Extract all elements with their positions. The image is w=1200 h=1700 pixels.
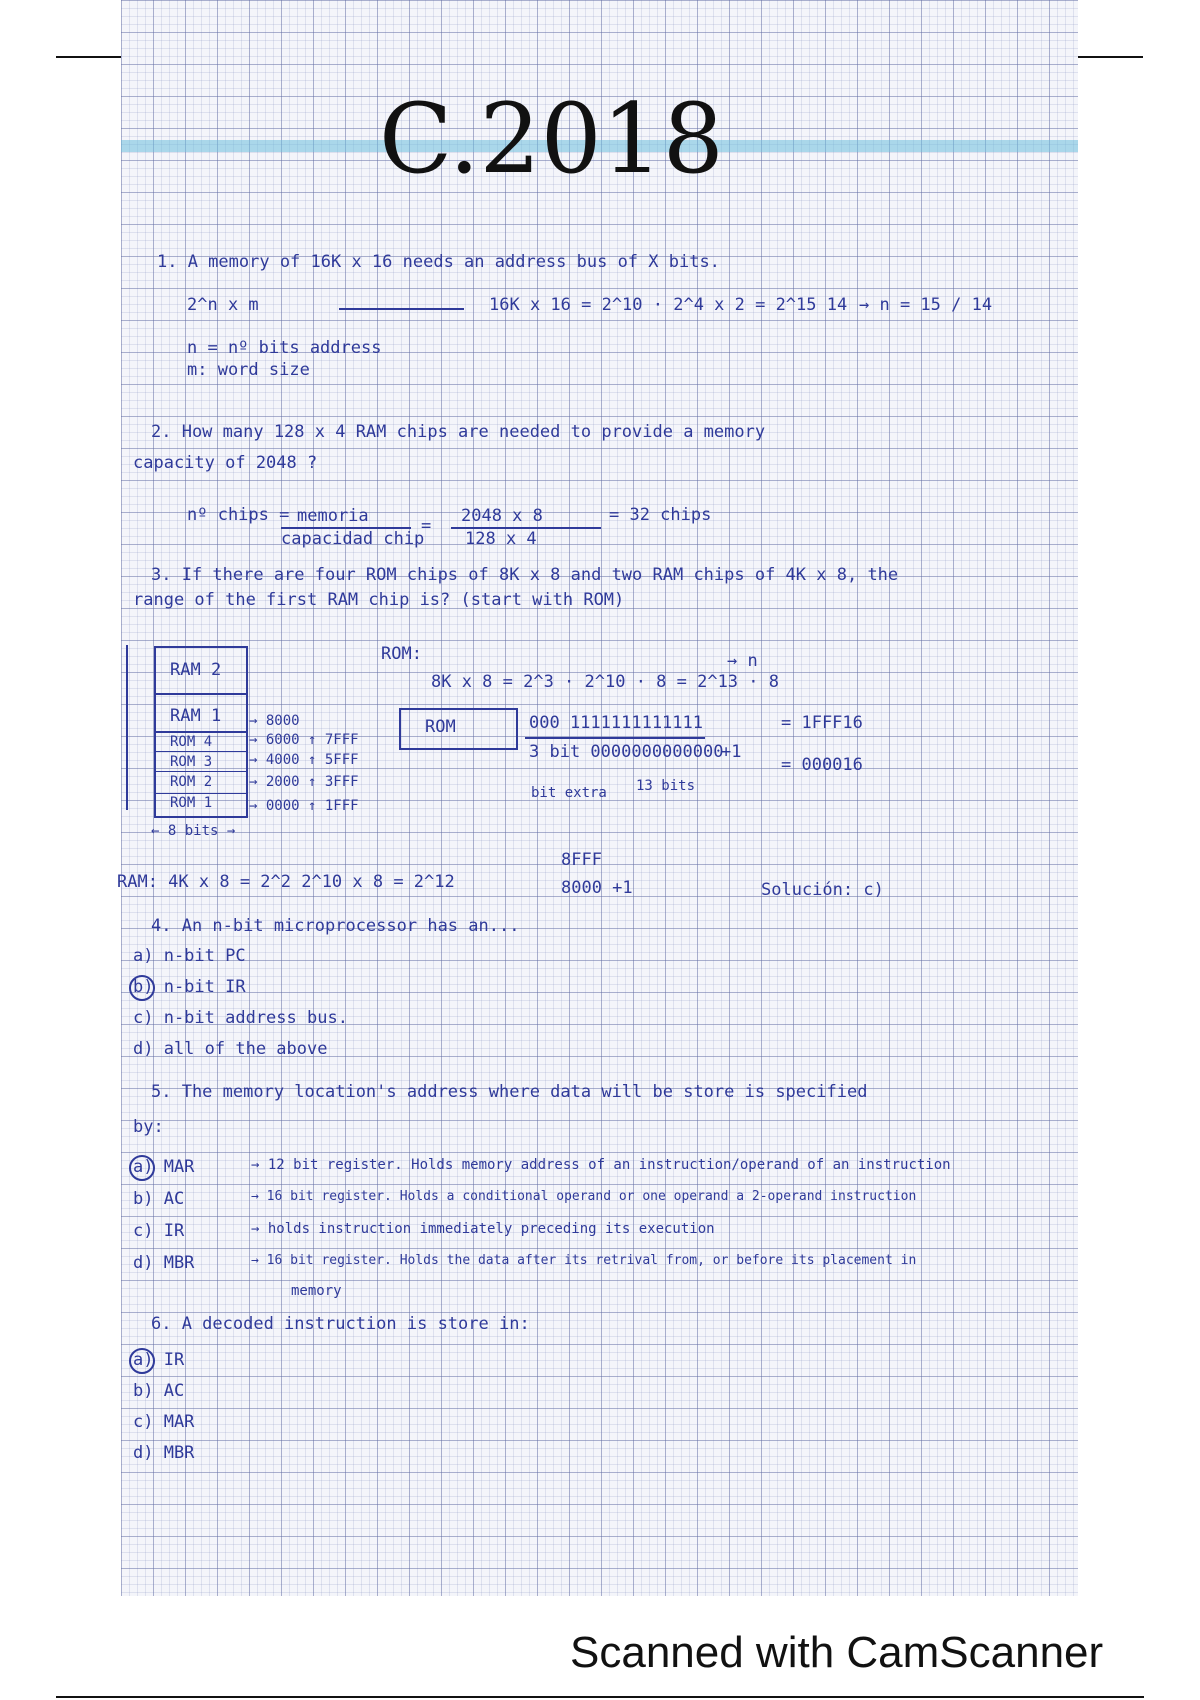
q5-option-a-note: → 12 bit register. Holds memory address of an instruction/operand of an instruction (251, 1157, 951, 1173)
rom-result-high: = 1FFF16 (781, 713, 863, 733)
q1-def-n: n = nº bits address (187, 338, 382, 358)
q1-def-m: m: word size (187, 360, 310, 380)
q1-question: 1. A memory of 16K x 16 needs an address bus of X bits. (157, 252, 720, 272)
ram-brace-low: 8000 +1 (561, 878, 633, 898)
memory-map (154, 646, 248, 818)
q2-question-line1: 2. How many 128 x 4 RAM chips are needed to provide a memory (151, 422, 766, 442)
memory-divider (156, 751, 246, 752)
memory-width-label: ← 8 bits → (151, 823, 236, 839)
q2-frac2-den: 128 x 4 (465, 529, 537, 549)
address-4000: → 4000 ↑ 5FFF (249, 752, 359, 768)
memory-divider (156, 731, 246, 733)
rom-calc: 8K x 8 = 2^3 · 2^10 · 8 = 2^13 · 8 (431, 672, 779, 692)
q1-computation: 16K x 16 = 2^10 · 2^4 x 2 = 2^15 14 (489, 295, 848, 315)
q3-solution: Solución: c) (761, 880, 884, 900)
ram-brace-high: 8FFF (561, 850, 602, 870)
memory-block-ram1: RAM 1 (170, 706, 222, 726)
q5-note-continued: memory (291, 1283, 342, 1299)
q2-label: nº chips = (187, 505, 290, 525)
q6-option-b: b) AC (133, 1381, 185, 1401)
address-6000: → 6000 ↑ 7FFF (249, 732, 359, 748)
memory-divider (156, 693, 246, 695)
q2-frac1-num: memoria (297, 506, 369, 526)
q4-question: 4. An n-bit microprocessor has an... (151, 916, 520, 936)
q4-option-a: a) n-bit PC (133, 946, 246, 966)
rom-13-bits: 13 bits (636, 778, 696, 794)
memory-map-axis (126, 645, 128, 810)
address-8000: → 8000 (249, 713, 300, 729)
rom-bits-low: 3 bit 0000000000000 (529, 742, 724, 762)
address-0000: → 0000 ↑ 1FFF (249, 798, 359, 814)
rom-bits-high: 000 1111111111111 (529, 713, 703, 733)
scan-edge-bottom (56, 1696, 1144, 1698)
q1-answer: → n = 15 / 14 (859, 295, 993, 315)
scanner-watermark: Scanned with CamScanner (570, 1628, 1104, 1677)
q3-question-line2: range of the first RAM chip is? (start with ROM) (133, 590, 625, 610)
memory-divider (156, 793, 246, 794)
notebook-page (117, 0, 1078, 1596)
q6-question: 6. A decoded instruction is store in: (151, 1314, 530, 1334)
q3-question-line1: 3. If there are four ROM chips of 8K x 8 and two RAM chips of 4K x 8, the (151, 565, 899, 585)
rom-bits-divider (525, 737, 705, 739)
q4-option-b: b) n-bit IR (133, 977, 246, 997)
q5-option-d: d) MBR (133, 1253, 195, 1273)
rom-bit-extra: bit extra (531, 785, 607, 801)
q5-option-c-note: → holds instruction immediately preceding its execution (251, 1221, 715, 1237)
rom-label: ROM: (381, 644, 422, 664)
memory-block-rom2: ROM 2 (170, 774, 213, 790)
q6-option-c: c) MAR (133, 1412, 195, 1432)
q6-option-d: d) MBR (133, 1443, 195, 1463)
q5-option-b: b) AC (133, 1189, 185, 1209)
memory-divider (156, 771, 246, 772)
scan-edge-top-right (1078, 56, 1143, 58)
q2-question-line2: capacity of 2048 ? (133, 453, 318, 473)
page-title: C.2018 (379, 83, 724, 195)
rom-arrow: → n (727, 651, 758, 671)
memory-block-rom4: ROM 4 (170, 734, 213, 750)
q2-result: = 32 chips (609, 505, 712, 525)
q4-option-c: c) n-bit address bus. (133, 1008, 348, 1028)
q4-option-d: d) all of the above (133, 1039, 328, 1059)
ram-calc: RAM: 4K x 8 = 2^2 2^10 x 8 = 2^12 (117, 872, 455, 892)
q5-option-b-note: → 16 bit register. Holds a conditional operand or one operand a 2-operand instruction (251, 1189, 917, 1204)
memory-block-ram2: RAM 2 (170, 660, 222, 680)
q2-frac1-den: capacidad chip (281, 529, 425, 549)
q5-option-d-note: → 16 bit register. Holds the data after its retrival from, or before its placement in (251, 1253, 917, 1268)
scan-edge-top-left (56, 56, 121, 58)
q5-option-a: a) MAR (133, 1157, 195, 1177)
memory-block-rom1: ROM 1 (170, 795, 213, 811)
q1-arrow (339, 308, 464, 310)
address-2000: → 2000 ↑ 3FFF (249, 774, 359, 790)
q5-option-c: c) IR (133, 1221, 185, 1241)
rom-box-label: ROM (425, 717, 456, 737)
q5-question-line1: 5. The memory location's address where data will be store is specified (151, 1082, 868, 1102)
rom-result-low: = 000016 (781, 755, 863, 775)
q6-option-a: a) IR (133, 1350, 185, 1370)
q2-frac2-num: 2048 x 8 (461, 506, 543, 526)
q2-eq: = (421, 516, 432, 536)
q5-question-line2: by: (133, 1117, 164, 1137)
q1-formula: 2^n x m (187, 295, 259, 315)
rom-plus: +1 (721, 742, 742, 762)
rom-box (399, 708, 518, 750)
memory-block-rom3: ROM 3 (170, 754, 213, 770)
